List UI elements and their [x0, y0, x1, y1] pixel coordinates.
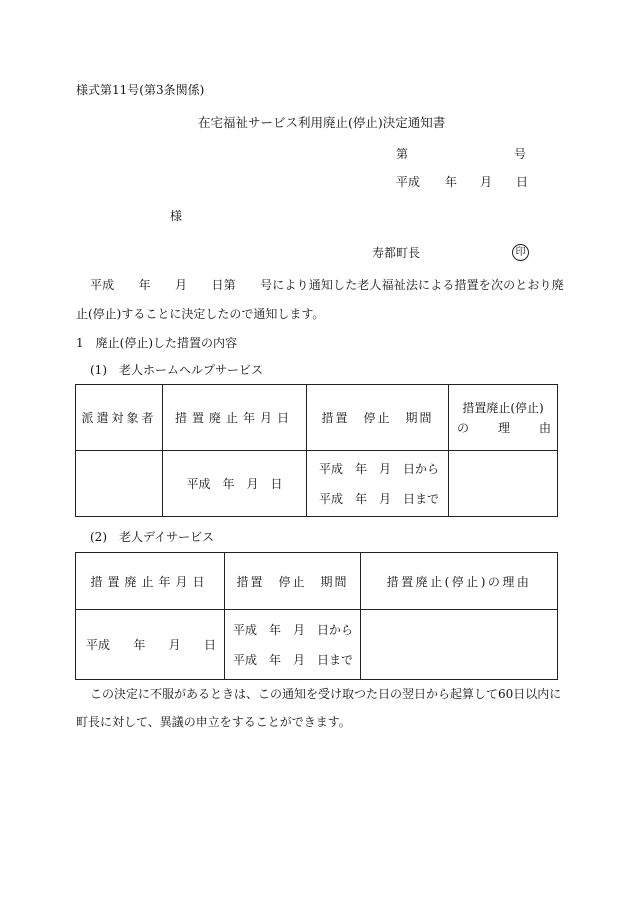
suspend2-from: 平成 年 月 日から: [233, 622, 354, 637]
dayservice-table: [75, 552, 558, 680]
date2-month: 月: [168, 638, 181, 652]
header-reason-no: の: [457, 421, 470, 435]
date-era: 平成: [396, 175, 421, 189]
date2-day: 日: [203, 638, 216, 652]
header-abolish-date: 措置廃止年月日: [163, 385, 307, 451]
header-reason-yu: 由: [538, 421, 551, 435]
subsection1-heading: (1) 老人ホームヘルプサービス: [90, 363, 263, 377]
suspend-period-cell-2: [225, 610, 361, 680]
reason-cell: [449, 451, 558, 517]
suspend-to: 平成 年 月 日まで: [319, 491, 440, 506]
date2-era: 平成: [86, 638, 111, 652]
issuer-seal-icon: 印: [512, 244, 529, 261]
dispatch-target-cell: [76, 451, 163, 517]
footer-line-2: 町長に対して、異議の申立をすることができます。: [76, 715, 351, 729]
issuer-name: 寿都町長: [372, 246, 421, 260]
header2-suspend-period: 措置 停止 期間: [225, 553, 361, 610]
suspend2-to: 平成 年 月 日まで: [233, 652, 354, 667]
date-month: 月: [480, 175, 493, 189]
homehelp-table: [75, 384, 558, 517]
recipient-suffix: 様: [170, 209, 183, 223]
abolish-date-cell: 平成 年 月 日: [163, 451, 307, 517]
suspend-from: 平成 年 月 日から: [319, 461, 440, 476]
subsection2-heading: (2) 老人デイサービス: [90, 530, 215, 544]
doc-number-suffix: 号: [514, 147, 527, 161]
header-reason-ri: 理: [497, 421, 510, 435]
footer-line-1: この決定に不服があるときは、この通知を受け取つた日の翌日から起算して60日以内に: [90, 687, 562, 701]
form-number: 様式第11号(第3条関係): [76, 83, 205, 97]
header-suspend-period: 措置 停止 期間: [307, 385, 449, 451]
section-heading: 1 廃止(停止)した措置の内容: [76, 336, 237, 350]
date-year: 年: [445, 175, 458, 189]
date-day: 日: [516, 175, 529, 189]
date2-year: 年: [133, 638, 146, 652]
doc-number-prefix: 第: [396, 147, 409, 161]
header2-abolish-date: 措置廃止年月日: [76, 553, 225, 610]
header2-reason: 措置廃止(停止)の理由: [361, 553, 558, 610]
body-line-1: 平成 年 月 日第 号により通知した老人福祉法による措置を次のとおり廃: [90, 278, 564, 292]
header-reason: [449, 385, 558, 451]
header-reason-line1: 措置廃止(停止): [462, 401, 544, 415]
document-title: 在宅福祉サービス利用廃止(停止)決定通知書: [198, 115, 446, 130]
body-line-2: 止(停止)することに決定したので通知します。: [76, 307, 325, 321]
reason-cell-2: [361, 610, 558, 680]
header-dispatch-target: 派遣対象者: [76, 385, 163, 451]
suspend-period-cell: [307, 451, 449, 517]
abolish-date-cell-2: [76, 610, 225, 680]
